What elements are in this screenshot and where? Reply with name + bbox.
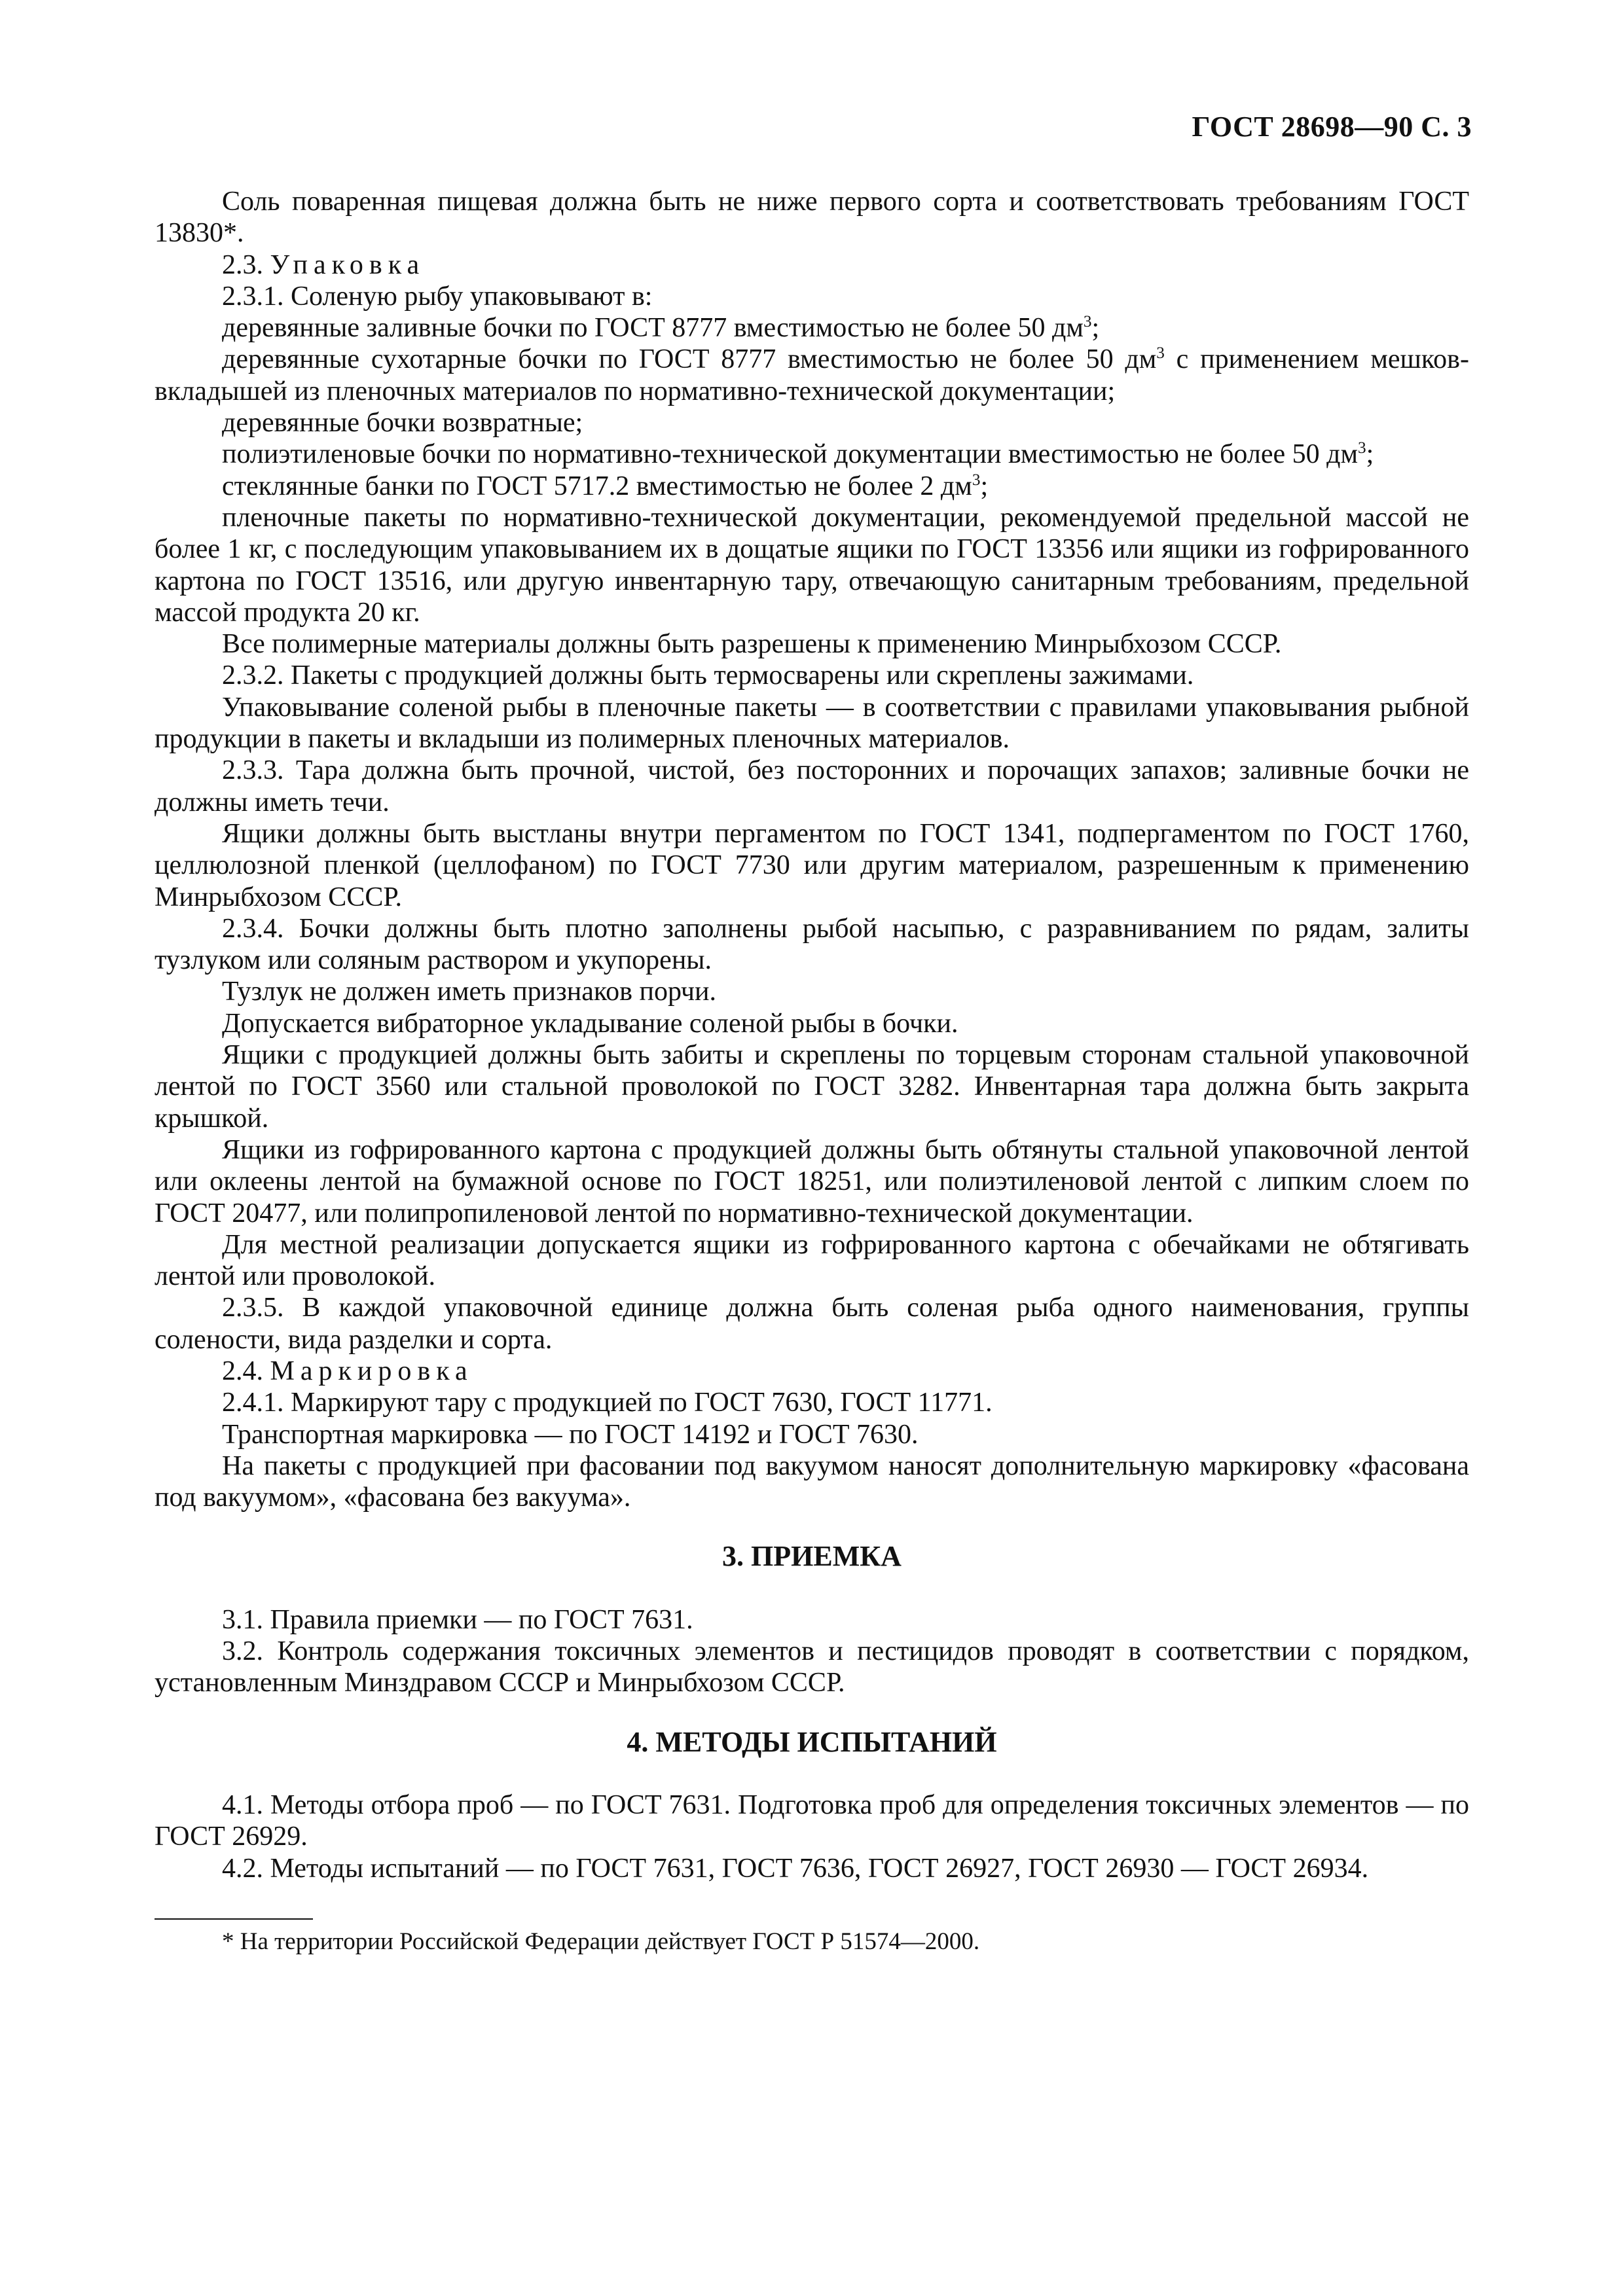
list-item: стеклянные банки по ГОСТ 5717.2 вместимостью не более 2 $дм^3$;	[222, 471, 989, 501]
list-item: пленочные пакеты по нормативно-технической документации, рекомендуемой предельной массой не более 1 кг, с последующим упаковыванием их в дощатые ящики по ГОСТ 13356 или ящики из гофрированного картона по ГОСТ 13516, или другую инвентарную тару, отвечающую санитарным требованиям, предельной массой продукта 20 кг.	[155, 502, 1469, 628]
paragraph-local-sale: Для местной реализации допускается ящики из гофрированного картона с обечайками не обтягивать лентой или проволокой.	[155, 1229, 1469, 1292]
footnote-divider	[155, 1918, 313, 1920]
footnote: * На территории Российской Федерации действует ГОСТ Р 51574—2000.	[222, 1928, 980, 1955]
paragraph-transport-marking: Транспортная маркировка — по ГОСТ 14192 и ГОСТ 7630.	[222, 1419, 919, 1450]
list-item: деревянные бочки возвратные;	[222, 408, 583, 439]
list-item: полиэтиленовые бочки по нормативно-технической документации вместимостью не более 50 $дм^3$;	[222, 439, 1374, 470]
paragraph-tuzluk: Тузлук не должен иметь признаков порчи.	[222, 977, 716, 1007]
section-title-acceptance: 3. ПРИЕМКА	[722, 1540, 902, 1573]
clause-2-3-5: 2.3.5. В каждой упаковочной единице должна быть соленая рыба одного наименования, группы солености, вида разделки и сорта.	[155, 1293, 1469, 1355]
section-title-test-methods: 4. МЕТОДЫ ИСПЫТАНИЙ	[627, 1725, 997, 1758]
paragraph-packing: Упаковывание соленой рыбы в пленочные пакеты — в соответствии с правилами упаковывания рыбной продукции в пакеты и вкладыши из полимерных пленочных материалов.	[155, 692, 1469, 755]
clause-2-4-1: 2.4.1. Маркируют тару с продукцией по ГОСТ 7630, ГОСТ 11771.	[222, 1388, 993, 1418]
paragraph-polymer: Все полимерные материалы должны быть разрешены к применению Минрыбхозом СССР.	[222, 629, 1282, 660]
heading-2-4: 2.4. Маркировка	[222, 1355, 473, 1386]
clause-3-1: 3.1. Правила приемки — по ГОСТ 7631.	[222, 1604, 693, 1635]
footnote-marker: *	[223, 218, 237, 249]
clause-4-2: 4.2. Методы испытаний — по ГОСТ 7631, ГОСТ 7636, ГОСТ 26927, ГОСТ 26930 — ГОСТ 26934.	[222, 1853, 1369, 1884]
list-item: деревянные сухотарные бочки по ГОСТ 8777 вместимостью не более 50 $дм^3$ с применением мешков-вкладышей из пленочных материалов по нормативно-технической документации;	[155, 344, 1469, 406]
paragraph-vibro: Допускается вибраторное укладывание соленой рыбы в бочки.	[222, 1008, 958, 1039]
heading-2-3: 2.3. Упаковка	[222, 249, 426, 280]
page-header: ГОСТ 28698—90 С. 3	[1192, 111, 1472, 143]
paragraph-boxes-cardboard: Ящики из гофрированного картона с продукцией должны быть обтянуты стальной упаковочной лентой или оклеены лентой на бумажной основе по ГОСТ 18251, или полиэтиленовой лентой с липким слоем по ГОСТ 20477, или полипропиленовой лентой по нормативно-технической документации.	[155, 1134, 1469, 1229]
paragraph-boxes-fastening: Ящики с продукцией должны быть забиты и скреплены по торцевым сторонам стальной упаковочной лентой по ГОСТ 3560 или стальной проволокой по ГОСТ 3282. Инвентарная тара должна быть закрыта крышкой.	[155, 1040, 1469, 1134]
clause-2-3-3: 2.3.3. Тара должна быть прочной, чистой, без посторонних и порочащих запахов; заливные бочки не должны иметь течи.	[155, 755, 1469, 817]
paragraph-vacuum-marking: На пакеты с продукцией при фасовании под вакуумом наносят дополнительную маркировку «фасована под вакуумом», «фасована без вакуума».	[155, 1450, 1469, 1513]
clause-2-3-1: 2.3.1. Соленую рыбу упаковывают в:	[222, 281, 653, 312]
clause-3-2: 3.2. Контроль содержания токсичных элементов и пестицидов проводят в соответствии с порядком, установленным Минздравом СССР и Минрыбхозом СССР.	[155, 1636, 1469, 1698]
paragraph-boxes-lining: Ящики должны быть выстланы внутри пергаментом по ГОСТ 1341, подпергаментом по ГОСТ 1760, целлюлозной пленкой (целлофаном) по ГОСТ 7730 или другим материалом, разрешенным к применению Минрыбхозом СССР.	[155, 818, 1469, 912]
clause-2-3-4: 2.3.4. Бочки должны быть плотно заполнены рыбой насыпью, с разравниванием по рядам, залиты тузлуком или соляным раствором и укупорены.	[155, 913, 1469, 976]
paragraph-salt: Соль поваренная пищевая должна быть не ниже первого сорта и соответствовать требованиям ГОСТ 13830*.	[155, 187, 1469, 249]
clause-4-1: 4.1. Методы отбора проб — по ГОСТ 7631. Подготовка проб для определения токсичных элементов — по ГОСТ 26929.	[155, 1789, 1469, 1852]
document-body	[155, 186, 1469, 1956]
list-item: деревянные заливные бочки по ГОСТ 8777 вместимостью не более 50 $дм^3$;	[222, 313, 1100, 344]
clause-2-3-2: 2.3.2. Пакеты с продукцией должны быть термосварены или скреплены зажимами.	[222, 660, 1194, 691]
